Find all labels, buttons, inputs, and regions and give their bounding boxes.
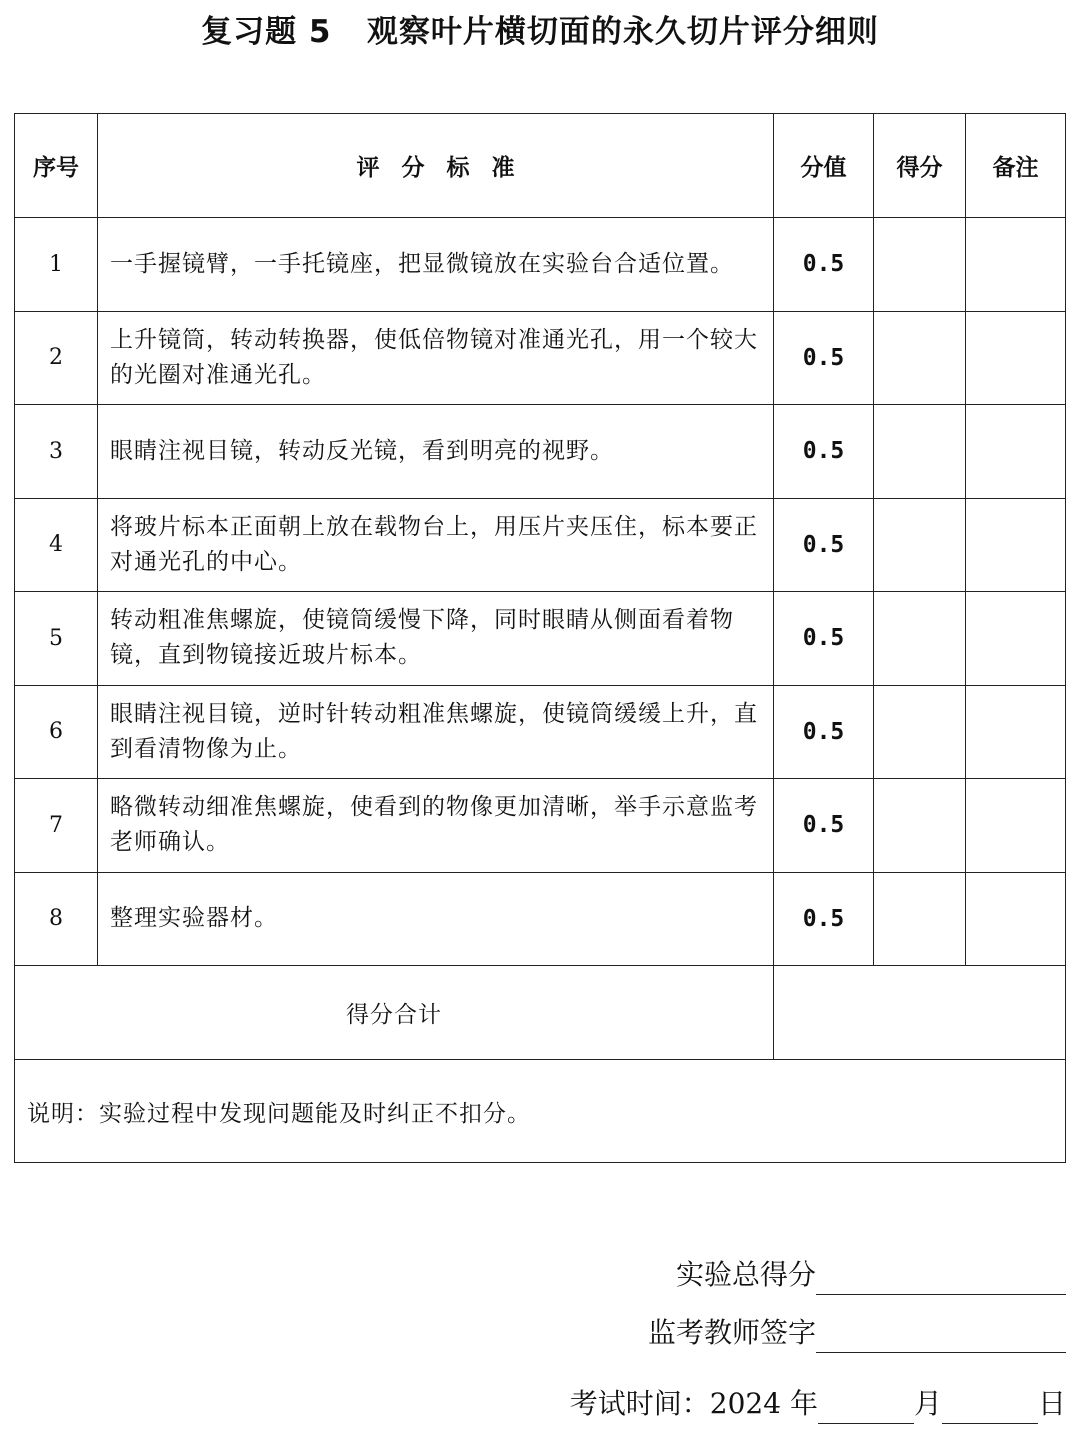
row-score-cell[interactable] <box>874 685 966 779</box>
total-score-line <box>676 1255 1066 1295</box>
table-row <box>15 405 1066 499</box>
total-row <box>15 966 1066 1060</box>
row-score-cell[interactable] <box>874 218 966 312</box>
note-row <box>15 1060 1066 1163</box>
row-criteria: 整理实验器材。 <box>98 872 774 966</box>
row-index: 6 <box>15 685 98 779</box>
page-title: 复习题 5 观察叶片横切面的永久切片评分细则 <box>201 14 879 50</box>
row-remarks-cell[interactable] <box>966 218 1066 312</box>
row-points: 0.5 <box>774 592 874 686</box>
row-score-cell[interactable] <box>874 872 966 966</box>
row-index: 2 <box>15 311 98 405</box>
row-remarks-cell[interactable] <box>966 592 1066 686</box>
row-points: 0.5 <box>774 685 874 779</box>
row-points: 0.5 <box>774 872 874 966</box>
row-score-cell[interactable] <box>874 498 966 592</box>
row-remarks-cell[interactable] <box>966 685 1066 779</box>
row-criteria: 略微转动细准焦螺旋，使看到的物像更加清晰，举手示意监考老师确认。 <box>98 779 774 873</box>
row-score-cell[interactable] <box>874 311 966 405</box>
row-points: 0.5 <box>774 779 874 873</box>
header-score: 得分 <box>874 114 966 218</box>
row-remarks-cell[interactable] <box>966 311 1066 405</box>
table-row <box>15 592 1066 686</box>
row-criteria: 一手握镜臂，一手托镜座，把显微镜放在实验台合适位置。 <box>98 218 774 312</box>
table-row <box>15 779 1066 873</box>
row-points: 0.5 <box>774 311 874 405</box>
month-label: 月 <box>913 1387 942 1420</box>
header-index: 序号 <box>15 114 98 218</box>
examiner-signature-line <box>648 1313 1066 1353</box>
table-row <box>15 311 1066 405</box>
row-points: 0.5 <box>774 498 874 592</box>
row-points: 0.5 <box>774 405 874 499</box>
total-score-blank[interactable] <box>816 1262 1066 1295</box>
table-header-row <box>15 114 1066 218</box>
day-blank[interactable] <box>942 1391 1038 1424</box>
row-index: 4 <box>15 498 98 592</box>
month-blank[interactable] <box>818 1391 914 1424</box>
total-score-label: 实验总得分 <box>675 1258 816 1291</box>
note-text: 说明：实验过程中发现问题能及时纠正不扣分。 <box>15 1060 1066 1163</box>
header-criteria: 评分标准 <box>98 114 774 218</box>
total-score-cell[interactable] <box>774 966 1066 1060</box>
scoring-table <box>14 113 1066 1163</box>
table-row <box>15 872 1066 966</box>
total-label: 得分合计 <box>15 966 774 1060</box>
row-criteria: 将玻片标本正面朝上放在载物台上，用压片夹压住，标本要正对通光孔的中心。 <box>98 498 774 592</box>
row-remarks-cell[interactable] <box>966 498 1066 592</box>
exam-time-label: 考试时间：2024 年 <box>569 1387 818 1420</box>
row-index: 7 <box>15 779 98 873</box>
examiner-signature-blank[interactable] <box>816 1320 1066 1353</box>
row-score-cell[interactable] <box>874 779 966 873</box>
row-score-cell[interactable] <box>874 405 966 499</box>
row-criteria: 转动粗准焦螺旋，使镜筒缓慢下降，同时眼睛从侧面看着物镜，直到物镜接近玻片标本。 <box>98 592 774 686</box>
row-points: 0.5 <box>774 218 874 312</box>
row-index: 3 <box>15 405 98 499</box>
row-index: 8 <box>15 872 98 966</box>
day-label: 日 <box>1037 1387 1066 1420</box>
table-row <box>15 218 1066 312</box>
row-remarks-cell[interactable] <box>966 779 1066 873</box>
row-criteria: 眼睛注视目镜，转动反光镜，看到明亮的视野。 <box>98 405 774 499</box>
header-remarks: 备注 <box>966 114 1066 218</box>
row-remarks-cell[interactable] <box>966 872 1066 966</box>
row-remarks-cell[interactable] <box>966 405 1066 499</box>
row-criteria: 上升镜筒，转动转换器，使低倍物镜对准通光孔，用一个较大的光圈对准通光孔。 <box>98 311 774 405</box>
examiner-signature-label: 监考教师签字 <box>647 1316 816 1349</box>
row-score-cell[interactable] <box>874 592 966 686</box>
table-row <box>15 498 1066 592</box>
exam-time-line <box>570 1384 1066 1424</box>
row-index: 1 <box>15 218 98 312</box>
row-criteria: 眼睛注视目镜，逆时针转动粗准焦螺旋，使镜筒缓缓上升，直到看清物像为止。 <box>98 685 774 779</box>
row-index: 5 <box>15 592 98 686</box>
header-points: 分值 <box>774 114 874 218</box>
table-row <box>15 685 1066 779</box>
